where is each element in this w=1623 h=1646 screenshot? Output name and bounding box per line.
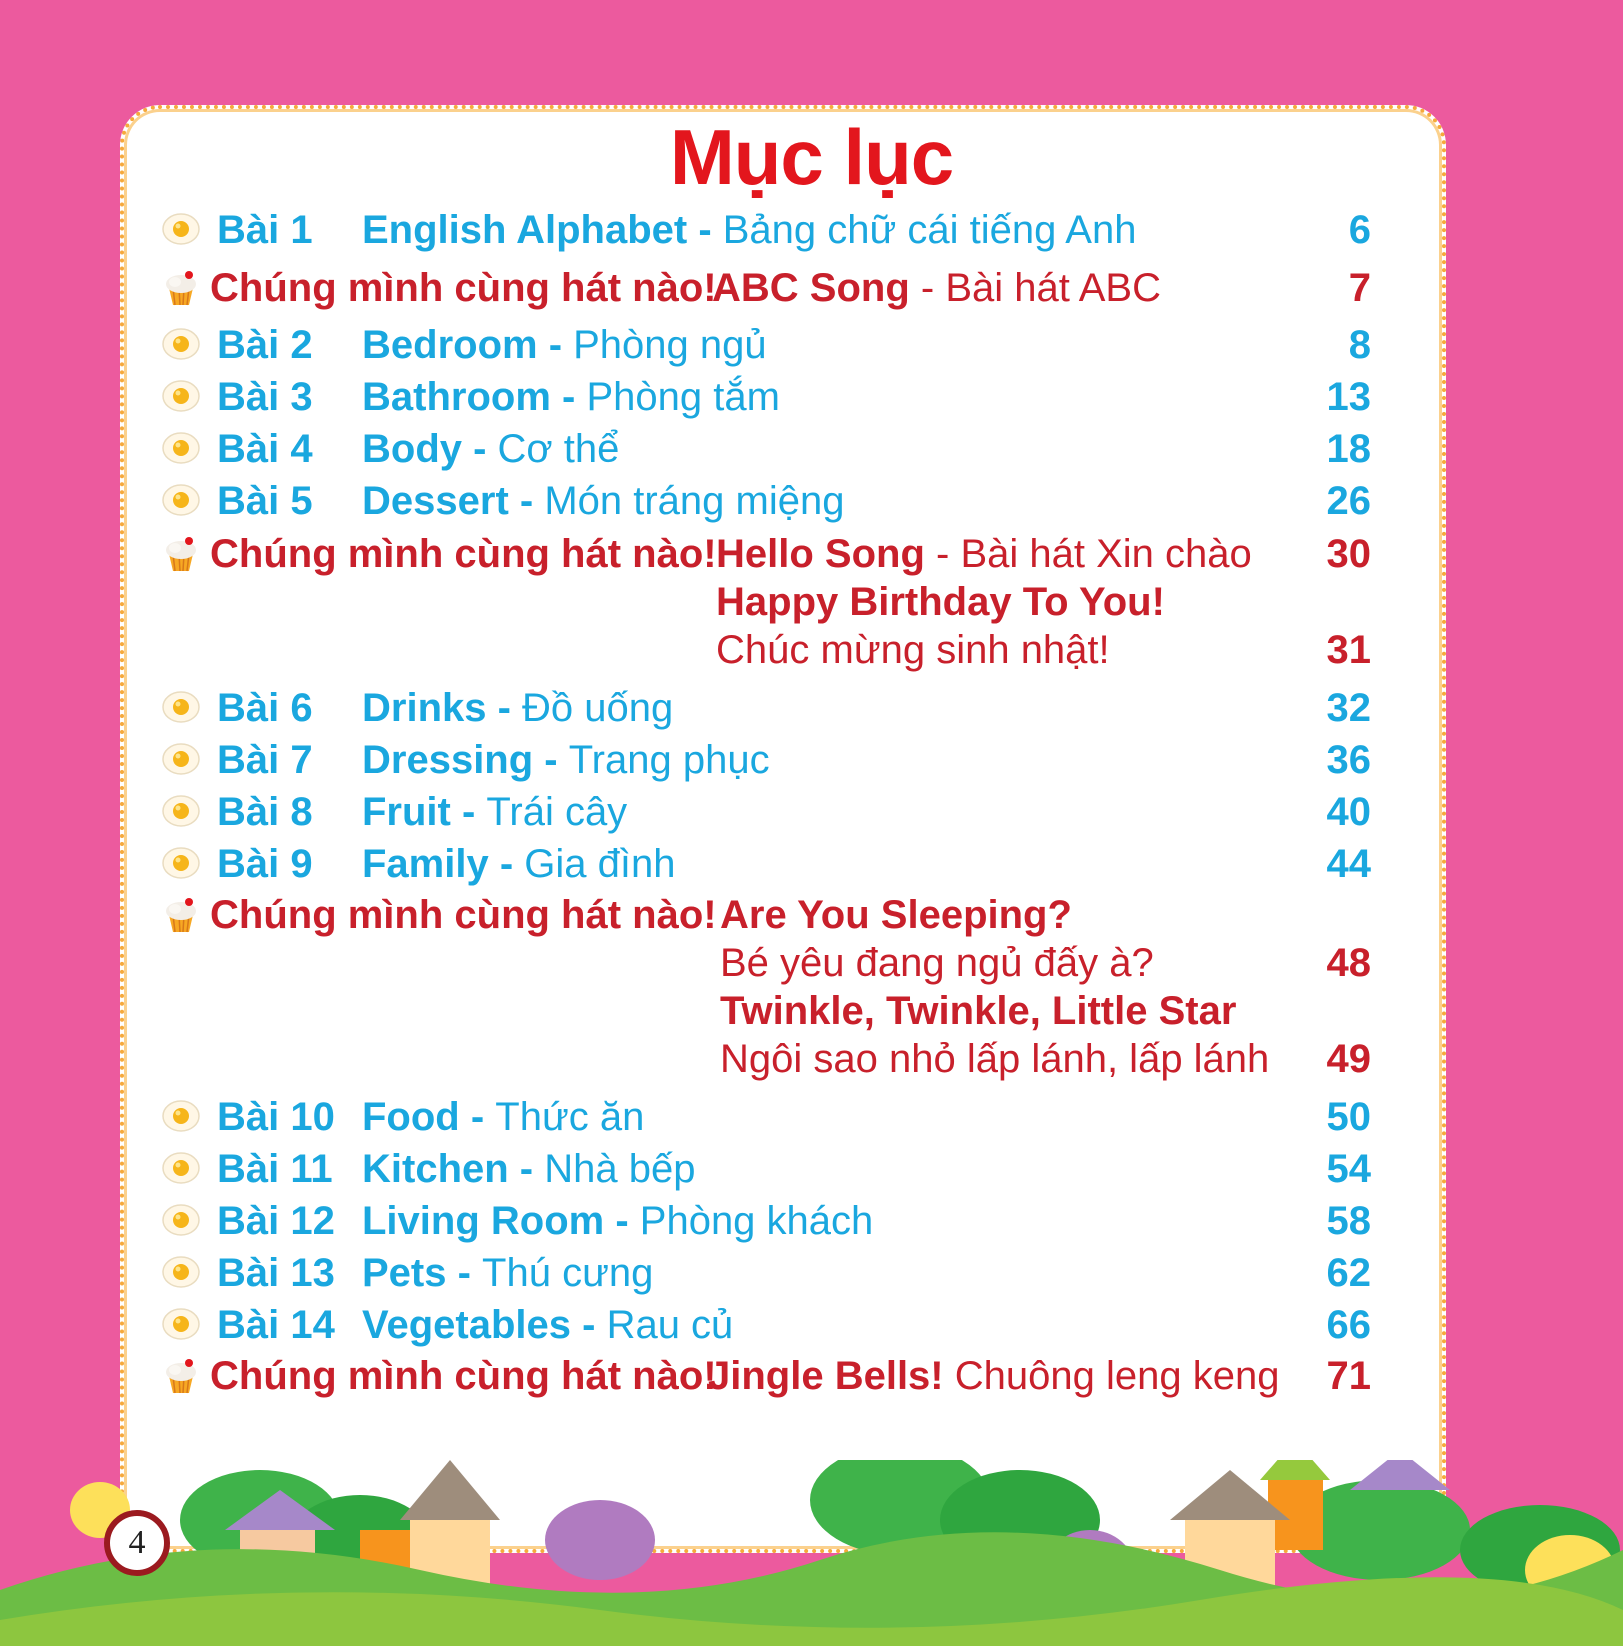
lesson-page-number: 58 bbox=[1326, 1199, 1371, 1243]
lesson-title-en: Food bbox=[362, 1095, 460, 1139]
toc-song-row[interactable] bbox=[0, 266, 1623, 316]
lesson-title-en: Family bbox=[362, 842, 489, 886]
song-title-en: Jingle Bells! bbox=[708, 1354, 944, 1398]
sing-label: Chúng mình cùng hát nào! bbox=[210, 1354, 717, 1398]
fried-egg-icon bbox=[162, 742, 200, 776]
page-title: Mục lục bbox=[669, 113, 954, 201]
lesson-title-vi: Đồ uống bbox=[522, 686, 674, 730]
lesson-title-en: Fruit bbox=[362, 790, 451, 834]
cupcake-icon bbox=[162, 1358, 200, 1392]
lesson-label: Bài 5 bbox=[217, 479, 313, 523]
lesson-page-number: 50 bbox=[1326, 1095, 1371, 1139]
song-title-vi: Bài hát Xin chào bbox=[960, 532, 1252, 576]
toc-lesson-row[interactable] bbox=[0, 790, 1623, 840]
lesson-page-number: 26 bbox=[1326, 479, 1371, 523]
lesson-page-number: 66 bbox=[1326, 1303, 1371, 1347]
fried-egg-icon bbox=[162, 1151, 200, 1185]
cupcake-icon bbox=[162, 897, 200, 931]
lesson-title: Bathroom - Phòng tắm bbox=[362, 375, 780, 419]
lesson-page-number: 13 bbox=[1326, 375, 1371, 419]
lesson-title-vi: Cơ thể bbox=[497, 427, 620, 471]
lesson-label: Bài 1 bbox=[217, 208, 313, 252]
lesson-title: English Alphabet - Bảng chữ cái tiếng Anh bbox=[362, 208, 1137, 252]
toc-lesson-row[interactable] bbox=[0, 1095, 1623, 1145]
lesson-title-vi: Nhà bếp bbox=[544, 1147, 696, 1191]
lesson-title-en: Bedroom bbox=[362, 323, 538, 367]
toc-lesson-row[interactable] bbox=[0, 1303, 1623, 1353]
lesson-title: Kitchen - Nhà bếp bbox=[362, 1147, 696, 1191]
fried-egg-icon bbox=[162, 794, 200, 828]
lesson-title-vi: Phòng ngủ bbox=[573, 323, 767, 367]
song-title bbox=[708, 1354, 1279, 1399]
lesson-label: Bài 6 bbox=[217, 686, 313, 730]
lesson-label: Bài 4 bbox=[217, 427, 313, 471]
song-page-number: 7 bbox=[1348, 266, 1371, 310]
lesson-title: Dessert - Món tráng miệng bbox=[362, 479, 845, 523]
lesson-page-number: 44 bbox=[1326, 842, 1371, 886]
lesson-title-en: Bathroom bbox=[362, 375, 551, 419]
lesson-title-vi: Phòng tắm bbox=[586, 375, 780, 419]
lesson-page-number: 62 bbox=[1326, 1251, 1371, 1295]
song-title-en: ABC Song bbox=[712, 266, 910, 310]
lesson-title: Food - Thức ăn bbox=[362, 1095, 645, 1139]
lesson-title: Bedroom - Phòng ngủ bbox=[362, 323, 767, 367]
fried-egg-icon bbox=[162, 1203, 200, 1237]
song-page-number: 71 bbox=[1326, 1354, 1371, 1398]
song-title: Hello Song - Bài hát Xin chào bbox=[716, 532, 1252, 576]
song-title-vi: Chuông leng keng bbox=[954, 1354, 1280, 1398]
lesson-label: Bài 3 bbox=[217, 375, 313, 419]
toc-lesson-row[interactable] bbox=[0, 1147, 1623, 1197]
fried-egg-icon bbox=[162, 690, 200, 724]
lesson-title: Dressing - Trang phục bbox=[362, 738, 770, 782]
song-title-vi: Ngôi sao nhỏ lấp lánh, lấp lánh bbox=[720, 1037, 1270, 1081]
song-title-en: Happy Birthday To You! bbox=[716, 580, 1165, 624]
lesson-title-vi: Thức ăn bbox=[495, 1095, 645, 1139]
song-page-number: 48 bbox=[1326, 941, 1371, 985]
lesson-label: Bài 12 bbox=[217, 1199, 335, 1243]
lesson-page-number: 6 bbox=[1348, 208, 1371, 252]
lesson-title: Family - Gia đình bbox=[362, 842, 676, 886]
toc-lesson-row[interactable] bbox=[0, 686, 1623, 736]
fried-egg-icon bbox=[162, 431, 200, 465]
lesson-label: Bài 9 bbox=[217, 842, 313, 886]
village-scene-illustration bbox=[0, 1460, 1623, 1646]
song-page-number: 30 bbox=[1326, 532, 1371, 576]
lesson-label: Bài 2 bbox=[217, 323, 313, 367]
song-title-vi: Bé yêu đang ngủ đấy à? bbox=[720, 941, 1154, 985]
lesson-label: Bài 10 bbox=[217, 1095, 335, 1139]
song-title: ABC Song - Bài hát ABC bbox=[712, 266, 1161, 310]
song-page-number: 49 bbox=[1326, 1037, 1371, 1081]
fried-egg-icon bbox=[162, 379, 200, 413]
song-title-en: Twinkle, Twinkle, Little Star bbox=[720, 989, 1237, 1033]
lesson-label: Bài 11 bbox=[217, 1147, 333, 1191]
lesson-title-en: Pets bbox=[362, 1251, 447, 1295]
lesson-title-vi: Trái cây bbox=[486, 790, 628, 834]
lesson-page-number: 40 bbox=[1326, 790, 1371, 834]
lesson-title-en: Body bbox=[362, 427, 462, 471]
song-title-vi: Chúc mừng sinh nhật! bbox=[716, 628, 1110, 672]
sing-label: Chúng mình cùng hát nào! bbox=[210, 893, 717, 937]
toc-lesson-row[interactable] bbox=[0, 1251, 1623, 1301]
fried-egg-icon bbox=[162, 1099, 200, 1133]
song-page-number: 31 bbox=[1326, 628, 1371, 672]
lesson-title-en: English Alphabet bbox=[362, 208, 688, 252]
lesson-page-number: 32 bbox=[1326, 686, 1371, 730]
lesson-label: Bài 7 bbox=[217, 738, 313, 782]
lesson-title-en: Drinks bbox=[362, 686, 487, 730]
lesson-title-en: Kitchen bbox=[362, 1147, 509, 1191]
lesson-title-vi: Phòng khách bbox=[639, 1199, 874, 1243]
fried-egg-icon bbox=[162, 327, 200, 361]
lesson-title-vi: Món tráng miệng bbox=[544, 479, 845, 523]
toc-lesson-row[interactable] bbox=[0, 479, 1623, 529]
lesson-title-en: Dessert bbox=[362, 479, 509, 523]
toc-lesson-row[interactable] bbox=[0, 842, 1623, 892]
lesson-title: Vegetables - Rau củ bbox=[362, 1303, 734, 1347]
toc-lesson-row[interactable] bbox=[0, 323, 1623, 373]
toc-lesson-row[interactable] bbox=[0, 208, 1623, 258]
fried-egg-icon bbox=[162, 483, 200, 517]
toc-lesson-row[interactable] bbox=[0, 375, 1623, 425]
lesson-title-vi: Rau củ bbox=[606, 1303, 734, 1347]
toc-song-row[interactable] bbox=[0, 532, 1623, 582]
lesson-label: Bài 13 bbox=[217, 1251, 335, 1295]
cupcake-icon bbox=[162, 270, 200, 304]
lesson-title-vi: Gia đình bbox=[524, 842, 676, 886]
song-title-en: Hello Song bbox=[716, 532, 925, 576]
lesson-title-en: Living Room bbox=[362, 1199, 605, 1243]
sing-label: Chúng mình cùng hát nào! bbox=[210, 266, 717, 310]
cupcake-icon bbox=[162, 536, 200, 570]
song-title-en: Are You Sleeping? bbox=[720, 893, 1072, 937]
lesson-title-en: Vegetables bbox=[362, 1303, 572, 1347]
lesson-title: Pets - Thú cưng bbox=[362, 1251, 654, 1295]
lesson-page-number: 8 bbox=[1348, 323, 1371, 367]
toc-lesson-row[interactable] bbox=[0, 738, 1623, 788]
fried-egg-icon bbox=[162, 846, 200, 880]
lesson-title-en: Dressing bbox=[362, 738, 534, 782]
lesson-title: Body - Cơ thể bbox=[362, 427, 620, 471]
toc-song-row[interactable] bbox=[0, 893, 1623, 943]
lesson-page-number: 36 bbox=[1326, 738, 1371, 782]
lesson-title-vi: Bảng chữ cái tiếng Anh bbox=[722, 208, 1137, 252]
fried-egg-icon bbox=[162, 212, 200, 246]
lesson-page-number: 18 bbox=[1326, 427, 1371, 471]
sing-label: Chúng mình cùng hát nào! bbox=[210, 532, 717, 576]
lesson-label: Bài 8 bbox=[217, 790, 313, 834]
page-number-badge: 4 bbox=[104, 1510, 170, 1576]
lesson-page-number: 54 bbox=[1326, 1147, 1371, 1191]
lesson-title: Fruit - Trái cây bbox=[362, 790, 628, 834]
toc-lesson-row[interactable] bbox=[0, 427, 1623, 477]
lesson-label: Bài 14 bbox=[217, 1303, 335, 1347]
fried-egg-icon bbox=[162, 1255, 200, 1289]
song-title-vi: Bài hát ABC bbox=[945, 266, 1161, 310]
lesson-title-vi: Thú cưng bbox=[482, 1251, 654, 1295]
fried-egg-icon bbox=[162, 1307, 200, 1341]
toc-lesson-row[interactable] bbox=[0, 1199, 1623, 1249]
lesson-title: Drinks - Đồ uống bbox=[362, 686, 674, 730]
lesson-title-vi: Trang phục bbox=[568, 738, 770, 782]
lesson-title: Living Room - Phòng khách bbox=[362, 1199, 874, 1243]
toc-song-row[interactable] bbox=[0, 1354, 1623, 1404]
